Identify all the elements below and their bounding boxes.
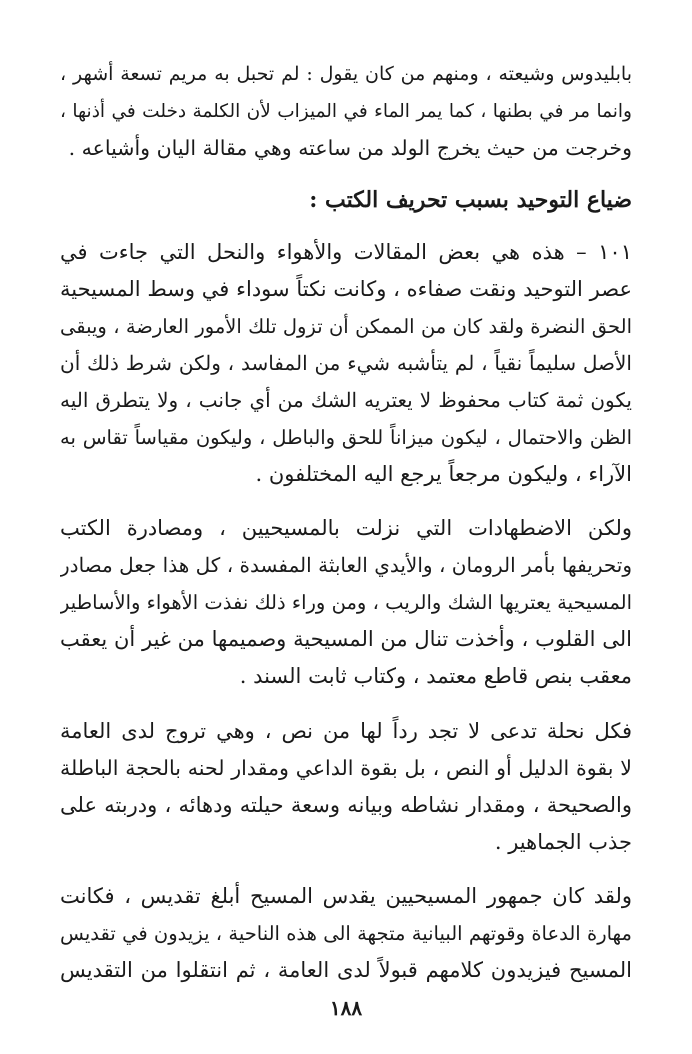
text-line: وانما مر في بطنها ، كما يمر الماء في الميزاب لأن الكلمة دخلت في أذنها ، [60,101,632,122]
text-line: الأصل سليماً نقياً ، لم يتأشبه شيء من المفاسد ، ولكن شرط ذلك أن [60,351,632,375]
paragraph-101 [60,234,632,493]
text-line: وتحريفها بأمر الرومان ، والأيدي العابثة المفسدة ، كل هذا جعل مصادر [60,553,632,577]
text-line: الظن والاحتمال ، ليكون ميزاناً للحق والباطل ، وليكون مقياساً تقاس به [60,426,632,449]
text-line: يكون ثمة كتاب محفوظ لا يعتريه الشك من أي جانب ، ولا يتطرق اليه [60,388,632,412]
text-line: والصحيحة ، ومقدار نشاطه وبيانه وسعة حيلته ودهائه ، ودربته على [60,793,632,817]
text-line: بابليدوس وشيعته ، ومنهم من كان يقول : لم تحبل به مريم تسعة أشهر ، [60,63,632,85]
paragraph-persecutions [60,510,632,695]
text-line: عصر التوحيد ونقت صفاءه ، وكانت نكتاً سوداء في وسط المسيحية [60,277,632,301]
text-line: الحق النضرة ولقد كان من الممكن أن تزول تلك الأمور العارضة ، ويبقى [60,315,632,338]
section-heading: ضياع التوحيد بسبب تحريف الكتب : [309,187,632,213]
text-line: الآراء ، وليكون مرجعاً يرجع اليه المختلفون . [255,462,632,486]
paragraph-veneration [60,878,632,989]
text-line: المسيح فيزيدون كلامهم قبولاً لدى العامة ، ثم انتقلوا من التقديس [60,958,632,982]
text-line: المسيحية يعتريها الشك والريب ، ومن وراء ذلك نفذت الأهواء والأساطير [60,591,632,614]
text-line: ولكن الاضطهادات التي نزلت بالمسيحيين ، ومصادرة الكتب [60,516,632,540]
text-line: لا بقوة الدليل أو النص ، بل بقوة الداعي ومقدار لحنه بالحجة الباطلة [60,756,632,780]
paragraph-sects [60,713,632,861]
text-line: الى القلوب ، وأخذت تنال من المسيحية وصميمها من غير أن يعقب [60,627,632,651]
text-line: مهارة الدعاة وقوتهم البيانية متجهة الى هذه الناحية ، يزيدون في تقديس [60,922,632,945]
text-line: ١٠١ – هذه هي بعض المقالات والأهواء والنحل التي جاءت في [60,240,632,264]
text-line: ولقد كان جمهور المسيحيين يقدس المسيح أبلغ تقديس ، فكانت [60,884,632,908]
text-line: معقب بنص قاطع معتمد ، وكتاب ثابت السند . [239,664,632,688]
text-line: فكل نحلة تدعى لا تجد رداً لها من نص ، وهي تروج لدى العامة [60,719,632,743]
intro-paragraph [60,56,632,167]
page-number: ١٨٨ [329,996,363,1020]
text-line: وخرجت من حيث يخرج الولد من ساعته وهي مقالة اليان وأشياعه . [68,136,632,160]
text-line: جذب الجماهير . [494,830,632,854]
